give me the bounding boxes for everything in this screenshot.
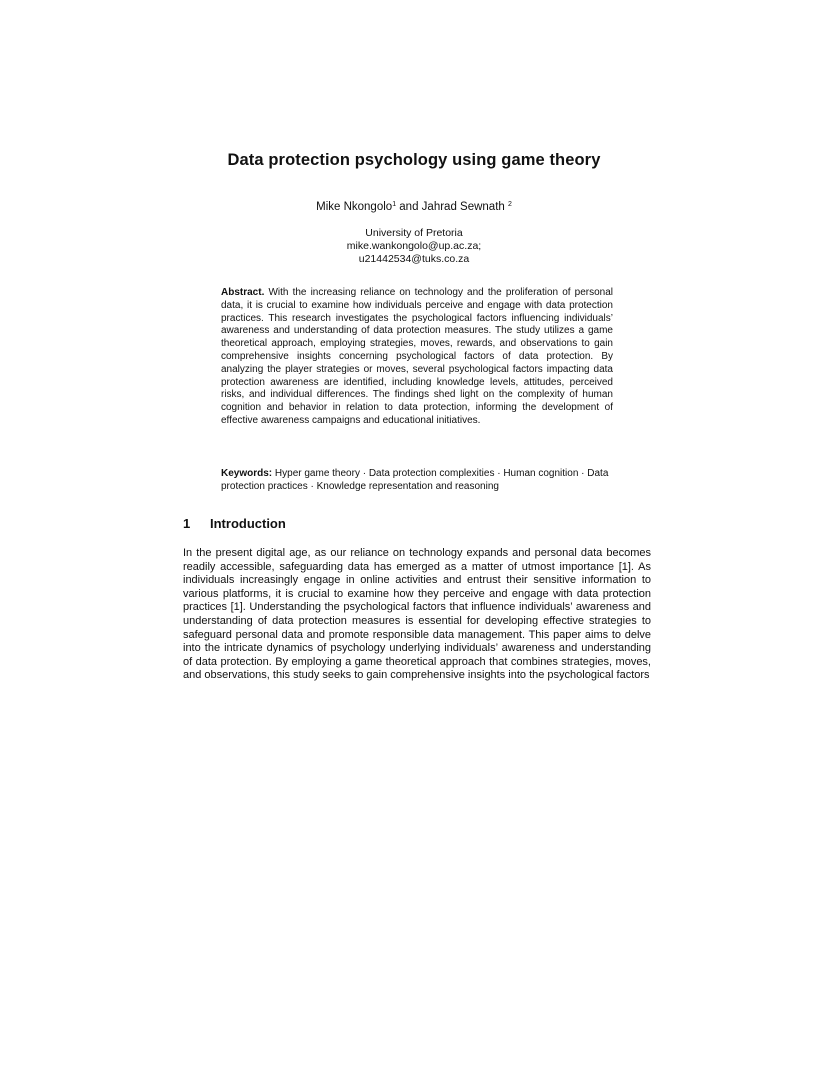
author-superscript-1: 1 <box>392 201 397 208</box>
affiliation-email-2: u21442534@tuks.co.za <box>358 253 470 265</box>
keywords-block <box>221 467 615 493</box>
author-superscript-2: 2 <box>507 201 512 208</box>
section-heading-introduction <box>183 516 286 531</box>
section-number: 1 <box>183 516 191 531</box>
author-line <box>0 201 828 213</box>
paper-title: Data protection psychology using game theory <box>227 151 601 169</box>
author-connector: and <box>396 201 422 213</box>
affiliation-email-1: mike.wankongolo@up.ac.za; <box>346 240 482 252</box>
keywords-text: Hyper game theory · Data protection complexities · Human cognition · Data protection practices · Knowledge representation and reasoning <box>221 468 609 492</box>
introduction-paragraph: In the present digital age, as our reliance on technology expands and personal data becomes readily accessible, safeguarding data has emerged as a matter of utmost importance [1]. As individuals increasingly engage in online activities and entrust their sensitive information to various platforms, it is crucial to examine how they perceive and engage with data protection practices [1]. Understanding the psychological factors that influence individuals’ awareness and understanding of data protection measures is essential for developing effective strategies to safeguard personal data and promote responsible data management. This paper aims to delve into the intricate dynamics of psychology underlying individuals’ awareness and understanding of data protection. By employing a game theoretical approach that combines strategies, moves, and observations, this study seeks to gain comprehensive insights into the psychological factors <box>183 547 651 682</box>
affiliation-institution: University of Pretoria <box>365 227 463 239</box>
section-title: Introduction <box>210 516 286 531</box>
keywords-label: Keywords: <box>221 468 273 479</box>
author-name-2: Jahrad Sewnath <box>421 201 508 213</box>
abstract-text: With the increasing reliance on technology and the proliferation of personal data, it is crucial to examine how individuals perceive and engage with data protection practices. This research investigates the psychological factors influencing individuals’ awareness and understanding of data protection measures. The study utilizes a game theoretical approach, employing strategies, moves, rewards, and observations to gain comprehensive insights concerning psychological factors of data protection. By analyzing the player strategies or moves, several psychological factors impacting data protection awareness are identified, including knowledge levels, attitudes, perceived risks, and individual differences. The findings shed light on the complexity of human cognition and behavior in relation to data protection, informing the development of effective awareness campaigns and educational initiatives. <box>221 287 613 426</box>
author-name-1: Mike Nkongolo <box>316 201 393 213</box>
abstract-block <box>221 287 613 428</box>
affiliation-block <box>0 227 828 266</box>
abstract-label: Abstract. <box>221 287 265 298</box>
